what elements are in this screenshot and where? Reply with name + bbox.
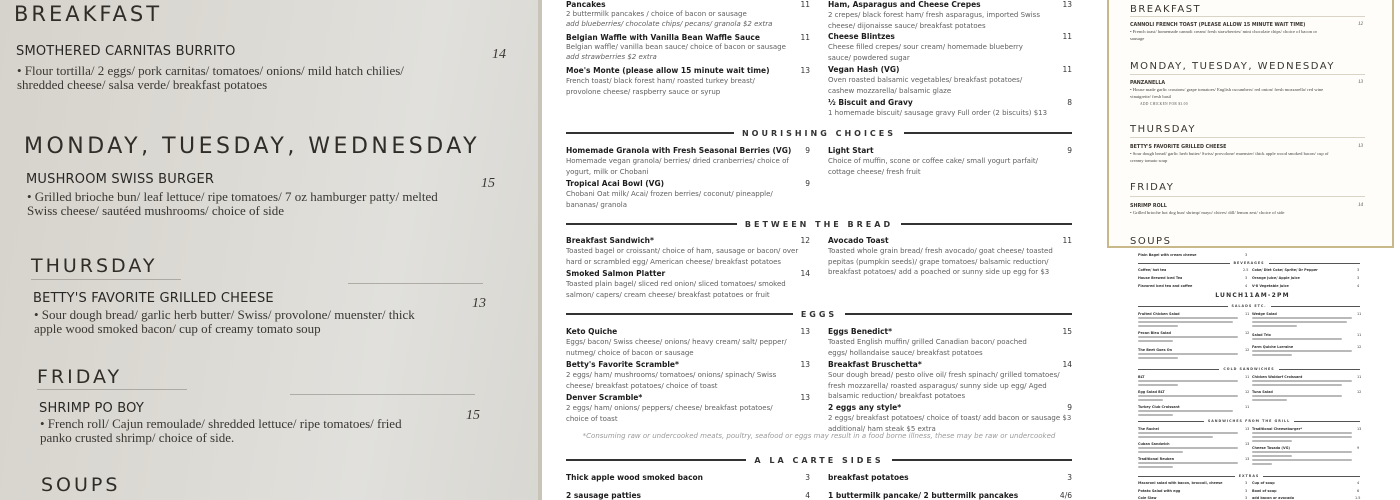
item-desc — [1138, 321, 1233, 323]
item-name: Turkey Club Croissant — [1138, 405, 1180, 409]
section-title-soups: SOUPS — [41, 474, 121, 496]
section-title-thursday: THURSDAY — [31, 255, 158, 277]
menu-item — [566, 327, 810, 358]
section-divider-extras: EXTRAS — [1238, 474, 1260, 478]
item-price: 13 — [1358, 144, 1363, 149]
menu-item — [828, 98, 1072, 119]
item-price: 14 — [1358, 203, 1363, 208]
item-price: 11 — [1245, 375, 1250, 379]
item-price: 4 — [805, 491, 810, 500]
item-extra: add strawberries $2 extra — [566, 53, 657, 61]
item-price: 14 — [492, 47, 506, 62]
section-divider-eggs — [566, 308, 1072, 320]
menu-item — [828, 327, 1072, 358]
item-name: Salad Trio — [1252, 333, 1271, 337]
item-desc — [1138, 399, 1163, 401]
item-desc — [1138, 340, 1173, 342]
item-name: Avocado Toast — [828, 236, 889, 245]
item-name: Betty's Favorite Scramble* — [566, 360, 679, 369]
item-price: 11 — [1357, 333, 1362, 337]
section-title-mon-tue-wed: MONDAY, TUESDAY, WEDNESDAY — [1130, 61, 1335, 72]
item-desc: Choice of muffin, scone or coffee cake/ small yogurt parfait/ cottage cheese/ fresh fruit — [828, 157, 1039, 176]
item-desc: • House made garlic croutons/ grape tomatoes/ English cucumbers/ red onion/ fresh mozzarella/ red wine vinaigrette/ fresh basil — [1130, 87, 1324, 99]
digital-menu-panel — [542, 0, 1105, 500]
lunch-title: LUNCH11AM-2PM — [1215, 292, 1290, 299]
section-title-soups: SOUPS — [1130, 236, 1172, 247]
item-desc — [1138, 414, 1173, 416]
item-desc — [1252, 440, 1292, 442]
item-desc — [1252, 459, 1352, 461]
item-price: 13 — [800, 360, 810, 369]
section-title-thursday: THURSDAY — [1130, 124, 1196, 135]
item-desc — [1252, 350, 1352, 352]
item-desc — [1252, 436, 1352, 438]
item-name: Fruited Chicken Salad — [1138, 312, 1180, 316]
item-price: 3 — [1245, 276, 1248, 280]
item-price: 11 — [1245, 312, 1250, 316]
item-price: 15 — [466, 408, 480, 423]
section-label: BETWEEN THE BREAD — [744, 219, 894, 229]
section-label: A LA CARTE SIDES — [754, 455, 884, 465]
item-desc: 2 buttermilk pancakes / choice of bacon or sausage — [566, 10, 747, 18]
item-name: SMOTHERED CARNITAS BURRITO — [16, 44, 236, 59]
item-name: Homemade Granola with Fresh Seasonal Berries (VG) — [566, 146, 792, 155]
section-title-mon-tue-wed: MONDAY, TUESDAY, WEDNESDAY — [24, 134, 481, 159]
item-price: 11 — [800, 0, 810, 9]
item-name: Farm Quiche Lorraine — [1252, 345, 1294, 349]
item-price: 14 — [1062, 360, 1072, 369]
menu-item — [828, 236, 1072, 278]
item-price: 3 — [1245, 253, 1248, 257]
item-desc: Homemade vegan granola/ berries/ dried cranberries/ choice of yogurt, milk or Chobani — [566, 157, 789, 176]
item-price: 12 — [1245, 331, 1250, 335]
side-item — [828, 473, 1072, 482]
section-title-breakfast: BREAKFAST — [14, 2, 163, 26]
item-desc: • Sour dough bread/ garlic herb butter/ Swiss/ provolone/ muenster/ thick apple wood smoked bacon/ cup of creamy tomato soup — [34, 307, 415, 336]
item-price: 4 — [1357, 284, 1360, 288]
item-desc — [1252, 384, 1342, 386]
item-name: Tropical Acai Bowl (VG) — [566, 179, 665, 188]
section-divider-nourishing — [566, 127, 1072, 139]
item-price: 8 — [1067, 98, 1072, 107]
item-name: Thick apple wood smoked bacon — [566, 473, 704, 482]
item-name: Potato Salad with egg — [1138, 489, 1181, 493]
item-price: 3 — [1067, 473, 1072, 482]
item-desc — [1252, 338, 1342, 340]
item-price: 13 — [1357, 427, 1362, 431]
section-divider-sides — [566, 454, 1072, 466]
section-divider-grill: SANDWICHES FROM THE GRILL — [1207, 419, 1291, 423]
divider — [290, 394, 475, 395]
item-price: 9 — [805, 146, 810, 155]
menu-item — [566, 393, 810, 424]
item-price: 1.5 — [1355, 496, 1361, 500]
divider — [31, 279, 181, 280]
item-price: 11 — [800, 33, 810, 42]
item-desc — [1138, 436, 1213, 438]
item-desc: 2 crepes/ black forest ham/ fresh asparagus, imported Swiss cheese/ dijonaisse sauce/ breakfast potatoes — [828, 11, 1040, 30]
item-desc: Toasted plain bagel/ sliced red onion/ sliced tomatoes/ smoked salmon/ capers/ cream cheese/ breakfast potatoes or fruit — [566, 280, 786, 299]
item-price: 9 — [805, 179, 810, 188]
item-price: 15 — [481, 176, 495, 191]
item-desc — [1138, 317, 1238, 319]
item-name: 2 eggs any style* — [828, 403, 902, 412]
menu-item — [566, 179, 810, 210]
item-desc — [1138, 410, 1233, 412]
menu-item — [566, 146, 810, 177]
item-name: Breakfast Sandwich* — [566, 236, 654, 245]
item-name: Traditional Cheeseburger* — [1252, 427, 1303, 431]
item-price: 11 — [1062, 65, 1072, 74]
item-name: ½ Biscuit and Gravy — [828, 98, 913, 107]
item-name: Traditional Reuben — [1138, 457, 1175, 461]
item-price: 2.5 — [1243, 268, 1249, 272]
item-desc — [1138, 447, 1238, 449]
menu-item — [828, 65, 1072, 96]
item-name: Plain Bagel with cream cheese — [1138, 253, 1197, 257]
item-name: Wedge Salad — [1252, 312, 1277, 316]
item-desc — [1138, 380, 1238, 382]
item-name: Ham, Asparagus and Cheese Crepes — [828, 0, 981, 9]
item-desc: Eggs/ bacon/ Swiss cheese/ onions/ heavy cream/ salt/ pepper/ nutmeg/ choice of bacon or sausage — [566, 338, 787, 357]
item-desc: 1 homemade biscuit/ sausage gravy Full order (2 biscuits) $13 — [828, 109, 1048, 117]
item-name: Tuna Salad — [1252, 390, 1273, 394]
item-desc — [1252, 451, 1352, 453]
item-price: 9 — [1067, 403, 1072, 412]
item-price: 14 — [800, 269, 810, 278]
divider — [348, 283, 483, 284]
section-divider-bread — [566, 218, 1072, 230]
item-desc: Toasted English muffin/ grilled Canadian bacon/ poached eggs/ hollandaise sauce/ breakfast potatoes — [828, 338, 1027, 357]
item-name: Cuban Sandwich — [1138, 442, 1170, 446]
item-name: Cheese Blintzes — [828, 32, 895, 41]
menu-item — [828, 146, 1072, 177]
item-desc — [1252, 395, 1342, 397]
item-price: 13 — [472, 296, 486, 311]
item-price: 3 — [1245, 489, 1248, 493]
item-name: Breakfast Bruschetta* — [828, 360, 922, 369]
item-name: House Brewed Iced Tea — [1138, 276, 1183, 280]
menu-item — [566, 236, 810, 267]
item-price: 12 — [1245, 390, 1250, 394]
menu-item — [566, 360, 810, 391]
item-name: Keto Quiche — [566, 327, 618, 336]
menu-item — [828, 0, 1072, 31]
item-price: 3 — [1245, 481, 1248, 485]
item-name: Cup of soup — [1252, 481, 1275, 485]
item-name: Orange juice/ Apple juice — [1252, 276, 1300, 280]
item-name: BETTY'S FAVORITE GRILLED CHEESE — [33, 291, 274, 306]
menu-item — [566, 269, 810, 300]
item-desc: Cheese filled crepes/ sour cream/ homemade blueberry sauce/ powdered sugar — [828, 43, 1023, 62]
section-title-friday: FRIDAY — [1130, 182, 1175, 193]
item-name: The Rachel — [1138, 427, 1159, 431]
side-item — [566, 491, 810, 500]
item-name: Egg Salad BLT — [1138, 390, 1165, 394]
item-desc — [1138, 353, 1238, 355]
item-desc: • Flour tortilla/ 2 eggs/ pork carnitas/ tomatoes/ onions/ mild hatch chilies/ shredded cheese/ salsa verde/ breakfast potatoes — [17, 63, 404, 92]
item-desc — [1138, 466, 1173, 468]
item-name: Eggs Benedict* — [828, 327, 893, 336]
item-extra: add blueberries/ chocolate chips/ pecans/ granola $2 extra — [566, 20, 773, 28]
item-desc: Sour dough bread/ pesto olive oil/ fresh spinach/ grilled tomatoes/ fresh mozzarella/ roasted asparagus/ sunny side up egg/ Aged balsamic reduction/ breakfast potatoes — [828, 371, 1060, 400]
item-name: breakfast potatoes — [828, 473, 909, 482]
item-desc — [1252, 455, 1292, 457]
item-desc: 2 eggs/ ham/ mushrooms/ tomatoes/ onions/ spinach/ Swiss cheese/ breakfast potatoes/ choice of toast — [566, 371, 777, 390]
section-label: EGGS — [800, 309, 838, 319]
item-price: 11 — [1245, 405, 1250, 409]
section-title-breakfast: BREAKFAST — [1130, 4, 1202, 15]
item-desc — [1252, 354, 1292, 356]
item-desc: • French roll/ Cajun remoulade/ shredded lettuce/ ripe tomatoes/ fried panko crusted shrimp/ choice of side. — [40, 416, 402, 445]
item-name: SHRIMP PO BOY — [39, 401, 145, 416]
item-price: 9 — [1067, 146, 1072, 155]
menu-item — [566, 33, 810, 62]
section-title-friday: FRIDAY — [37, 366, 123, 388]
item-name: Denver Scramble* — [566, 393, 643, 402]
item-price: 12 — [1245, 348, 1250, 352]
item-desc: 2 eggs/ breakfast potatoes/ choice of toast/ add bacon or sausage $3 additional/ ham steak $5 extra — [828, 414, 1072, 433]
item-name: Belgian Waffle with Vanilla Bean Waffle Sauce — [566, 33, 760, 42]
divider — [1130, 196, 1365, 197]
item-name: 2 sausage patties — [566, 491, 642, 500]
section-divider-cold-sandwiches: COLD SANDWICHES — [1223, 367, 1275, 371]
item-name: PANZANELLA — [1130, 81, 1166, 86]
item-price: 4 — [1357, 481, 1360, 485]
item-desc — [1252, 325, 1297, 327]
item-price: 13 — [1245, 457, 1250, 461]
item-name: Moe's Monte (please allow 15 minute wait time) — [566, 66, 770, 75]
item-price: 13 — [1245, 442, 1250, 446]
item-desc: • Grilled brioche bun/ leaf lettuce/ ripe tomatoes/ 7 oz hamburger patty/ melted Swiss cheese/ sautéed mushrooms/ choice of side — [27, 189, 438, 218]
item-desc — [1138, 451, 1183, 453]
item-name: 1 buttermilk pancake/ 2 buttermilk pancakes — [828, 491, 1019, 500]
item-price: 11 — [1357, 375, 1362, 379]
item-name: Bowl of soup — [1252, 489, 1277, 493]
item-price: 12 — [1357, 390, 1362, 394]
item-price: 6 — [1357, 489, 1360, 493]
item-name: BETTY'S FAVORITE GRILLED CHEESE — [1130, 145, 1227, 150]
item-desc — [1252, 380, 1352, 382]
item-price: 13 — [1062, 0, 1072, 9]
item-price: 12 — [1358, 22, 1363, 27]
item-desc — [1252, 432, 1352, 434]
item-price: 13 — [800, 327, 810, 336]
menu-item — [828, 32, 1072, 63]
item-desc: Toasted bagel or croissant/ choice of ham, sausage or bacon/ over hard or scrambled egg/ American cheese/ breakfast potatoes — [566, 247, 799, 266]
item-price: 13 — [1358, 80, 1363, 85]
section-divider-salads: SALADS ETC. — [1231, 304, 1267, 308]
item-name: Cole Slaw — [1138, 496, 1157, 500]
divider — [1130, 16, 1365, 17]
item-name: MUSHROOM SWISS BURGER — [26, 172, 215, 187]
item-price: 15 — [1062, 327, 1072, 336]
item-desc — [1252, 399, 1287, 401]
divider — [1130, 74, 1365, 75]
item-desc — [1252, 463, 1272, 465]
item-name: Cheese Tosada (VG) — [1252, 446, 1290, 450]
item-name: Chicken Waldorf Croissant — [1252, 375, 1303, 379]
item-name: CANNOLI FRENCH TOAST (PLEASE ALLOW 15 MINUTE WAIT TIME) — [1130, 23, 1306, 28]
item-desc: • Sour dough bread/ garlic herb butter/ Swiss/ provolone/ muenster/ thick apple wood smoked bacon/ cup of creamy tomato soup — [1130, 151, 1329, 163]
menu-item — [828, 360, 1072, 402]
photo-menu-panel — [0, 0, 542, 500]
item-name: SHRIMP ROLL — [1130, 204, 1167, 209]
item-name: Pancakes — [566, 0, 606, 9]
item-desc — [1138, 325, 1178, 327]
item-desc: Belgian waffle/ vanilla bean sauce/ choice of bacon or sausage — [566, 43, 786, 51]
item-price: 11 — [1062, 32, 1072, 41]
item-price: 13 — [1245, 427, 1250, 431]
item-name: Pecan Bleu Salad — [1138, 331, 1171, 335]
item-price: 3 — [1357, 268, 1360, 272]
item-desc — [1252, 317, 1352, 319]
item-name: Coke/ Diet Coke/ Sprite/ Dr Pepper — [1252, 268, 1318, 272]
raw-food-warning: *Consuming raw or undercooked meats, poultry, seafood or eggs may result in a food borne illness, these may be raw or undercooked — [582, 432, 1056, 440]
item-price: 11 — [1357, 312, 1362, 316]
menu-item — [566, 0, 810, 29]
item-price: 9 — [1357, 446, 1360, 450]
item-name: V-8 Vegetable juice — [1252, 284, 1289, 288]
item-desc: 2 eggs/ ham/ onions/ peppers/ cheese/ breakfast potatoes/ choice of toast — [566, 404, 773, 423]
item-price: 3 — [1357, 276, 1360, 280]
lunch-menu-panel — [1105, 248, 1400, 500]
item-addon: ADD CHICKEN FOR $3.00 — [1140, 102, 1188, 106]
item-desc: Toasted whole grain bread/ fresh avocado/ goat cheese/ toasted pepitas (pumpkin seeds)/ grape tomatoes/ balsamic reduction/ breakfast potatoes/ add a poached or sunny side up egg for $3 — [828, 247, 1053, 276]
item-price: 12 — [800, 236, 810, 245]
item-desc: Chobani Oat milk/ Acai/ frozen berries/ coconut/ pineapple/ bananas/ granola — [566, 190, 773, 209]
item-name: Smoked Salmon Platter — [566, 269, 666, 278]
item-price: 3 — [1245, 496, 1248, 500]
item-price: 13 — [800, 66, 810, 75]
section-divider-beverages: BEVERAGES — [1233, 261, 1265, 265]
side-item — [828, 491, 1072, 500]
divider — [1130, 137, 1365, 138]
item-name: Macaroni salad with bacon, broccoli, cheese — [1138, 481, 1223, 485]
item-name: BLT — [1138, 375, 1145, 379]
item-price: 12 — [1357, 345, 1362, 349]
item-desc — [1138, 395, 1238, 397]
item-name: The Beet Goes On — [1138, 348, 1173, 352]
menu-item — [566, 66, 810, 97]
item-desc — [1138, 336, 1238, 338]
side-item — [566, 473, 810, 482]
item-name: Light Start — [828, 146, 874, 155]
item-desc — [1252, 321, 1347, 323]
item-desc: • French toast/ homemade cannoli cream/ fresh strawberries/ mini chocolate chips/ choice of bacon or sausage — [1130, 29, 1318, 41]
item-desc: French toast/ black forest ham/ roasted turkey breast/ provolone cheese/ raspberry sauce or syrup — [566, 77, 755, 96]
item-name: Flavored iced tea and coffee — [1138, 284, 1193, 288]
item-desc — [1138, 462, 1238, 464]
menu-item — [828, 403, 1072, 434]
item-desc — [1138, 357, 1178, 359]
section-label: NOURISHING CHOICES — [741, 128, 897, 138]
item-price: 11 — [1062, 236, 1072, 245]
item-desc — [1138, 432, 1238, 434]
item-price: 3 — [805, 473, 810, 482]
divider — [37, 389, 187, 390]
item-price: 13 — [800, 393, 810, 402]
item-desc — [1138, 384, 1178, 386]
item-price: 4 — [1245, 284, 1248, 288]
item-name: add bacon or avocado — [1252, 496, 1295, 500]
item-desc: Oven roasted balsamic vegetables/ breakfast potatoes/ cashew mozzarella/ balsamic glaze — [828, 76, 1023, 95]
item-name: Vegan Hash (VG) — [828, 65, 900, 74]
item-desc: • Grilled brioche hot dog bun/ shrimp/ mayo/ chives/ dill/ lemon zest/ choice of side — [1130, 210, 1285, 215]
item-price: 4/6 — [1059, 491, 1072, 500]
item-name: Coffee/ hot tea — [1138, 268, 1167, 272]
